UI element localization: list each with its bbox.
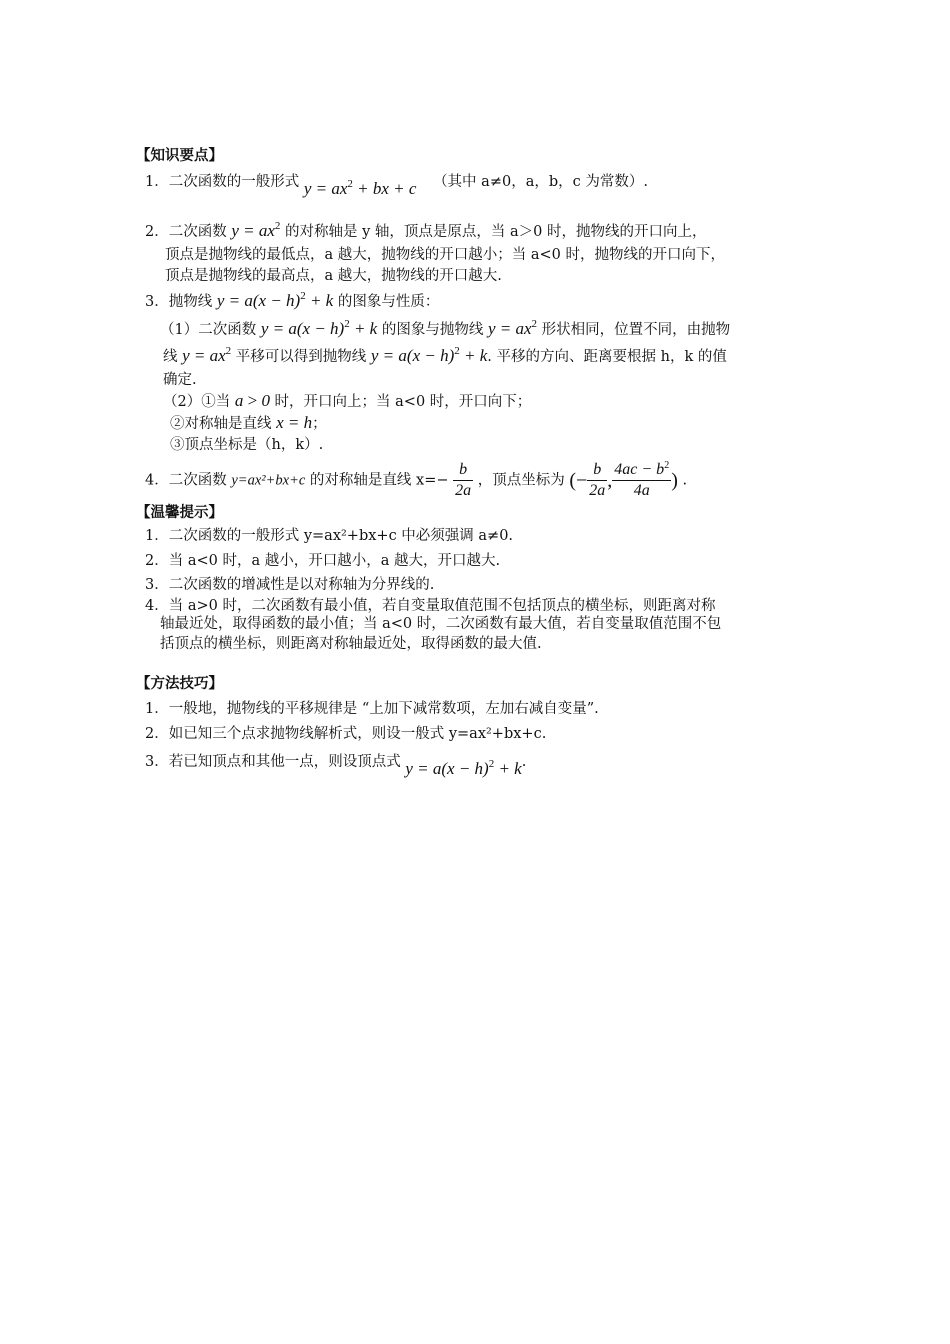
item-3-vertex: ③顶点坐标是（h，k）. xyxy=(170,437,324,453)
vertex-form-formula: $y = a(x - h)^2 + k$ xyxy=(260,318,378,338)
vertex-form-formula: $y = a(x - h)^2 + k$ xyxy=(405,758,522,778)
item-1-prefix: 1．二次函数的一般形式 xyxy=(145,174,300,190)
item-4-text-c: 的对称轴是直线 x=− xyxy=(305,472,449,489)
knowledge-item-2-line-2: 顶点是抛物线的最低点，a 越大，抛物线的开口越小；当 a<0 时，抛物线的开口向下， xyxy=(165,247,725,263)
item-1-suffix: （其中 a≠0，a，b，c 为常数）. xyxy=(433,174,648,190)
item-4-text-e: . xyxy=(682,472,688,489)
item-3-axis xyxy=(170,412,327,435)
methods-item-3-suffix: . xyxy=(521,754,527,770)
tips-item-4-line-2: 轴最近处，取得函数的最小值；当 a<0 时，二次函数有最大值，若自变量取值范围不包 xyxy=(160,616,722,632)
p2-text-a: （2）①当 xyxy=(163,394,235,410)
item-4-text-a: 4．二次函数 xyxy=(145,472,232,489)
item-3-p2 xyxy=(163,390,531,413)
knowledge-heading: 【知识要点】 xyxy=(136,148,223,164)
tips-item-1: 1．二次函数的一般形式 y=ax²+bx+c 中必须强调 a≠0. xyxy=(145,528,514,544)
simple-parabola-formula: $y = ax^2$ xyxy=(231,220,281,240)
vertex-form-formula: $y = a(x - h)^2 + k$ xyxy=(370,345,488,365)
knowledge-item-4: 4．二次函数 y=ax²+bx+c 的对称轴是直线 x=− $\frac{b}{2a}$ ，顶点坐标为 (− $\frac{b}{2a}$ , $\frac{4ac - b^2}{4a}$ ) . xyxy=(145,460,688,499)
methods-item-3 xyxy=(145,750,527,778)
p1-line2-b: 平移可以得到抛物线 xyxy=(231,349,371,365)
tips-item-3: 3．二次函数的增减性是以对称轴为分界线的. xyxy=(145,577,435,593)
axis-formula: x = h xyxy=(276,413,313,432)
item-3-title-a: 3．抛物线 xyxy=(145,294,217,310)
methods-heading: 【方法技巧】 xyxy=(136,676,223,692)
item-3-p1-line-3: 确定. xyxy=(163,372,197,388)
p1-line2-a: 线 xyxy=(163,349,183,365)
vertex-form-formula: $y = a(x - h)^2 + k$ xyxy=(216,290,334,310)
simple-parabola-formula: $y = ax^2$ xyxy=(487,318,538,338)
knowledge-item-2-line-1 xyxy=(145,220,707,243)
tips-heading: 【温馨提示】 xyxy=(136,505,223,521)
p2-text-b: 时，开口向上；当 a<0 时，开口向下； xyxy=(269,394,532,410)
tips-item-2: 2．当 a<0 时，a 越小，开口越小，a 越大，开口越大. xyxy=(145,553,501,569)
tips-item-4-line-1: 4．当 a>0 时，二次函数有最小值，若自变量取值范围不包括顶点的横坐标，则距离对称 xyxy=(145,598,716,614)
item-4-formula: y=ax²+bx+c xyxy=(231,472,306,489)
vertex-x-fraction: $\frac{b}{2a}$ xyxy=(589,461,606,499)
knowledge-item-1 xyxy=(145,170,648,198)
knowledge-item-2-line-3: 顶点是抛物线的最高点，a 越大，抛物线的开口越大. xyxy=(165,268,502,284)
vertex-y-fraction: $\frac{4ac - b^2}{4a}$ xyxy=(614,460,670,499)
methods-item-1: 1．一般地，抛物线的平移规律是 “上加下减常数项，左加右减自变量”. xyxy=(145,701,599,717)
axis-fraction: $\frac{b}{2a}$ xyxy=(455,461,472,499)
item-2-text-a: 2．二次函数 xyxy=(145,224,232,240)
tips-item-4-line-3: 括顶点的横坐标，则距离对称轴最近处，取得函数的最大值. xyxy=(160,636,542,652)
p1-text-a: （1）二次函数 xyxy=(160,322,261,338)
a-positive-condition: a > 0 xyxy=(234,391,270,410)
p1-text-b: 的图象与抛物线 xyxy=(377,322,488,338)
axis-text-a: ②对称轴是直线 xyxy=(170,416,277,432)
p1-line2-c: . 平移的方向、距离要根据 h，k 的值 xyxy=(487,349,727,365)
vertex-coordinate: (− xyxy=(569,469,588,492)
item-3-title-b: 的图象与性质： xyxy=(333,294,440,310)
general-form-formula: $y = ax^2$ + bx + c xyxy=(303,178,417,198)
item-3-p1-line-1 xyxy=(160,318,730,341)
p1-text-c: 形状相同，位置不同，由抛物 xyxy=(537,322,731,338)
simple-parabola-formula: $y = ax^2$ xyxy=(182,345,232,365)
item-3-p1-line-2 xyxy=(163,345,727,368)
item-4-text-d: ，顶点坐标为 xyxy=(477,472,565,489)
item-2-text-b: 的对称轴是 y 轴，顶点是原点，当 a＞0 时，抛物线的开口向上， xyxy=(280,224,707,240)
methods-item-2: 2．如已知三个点求抛物线解析式，则设一般式 y=ax²+bx+c. xyxy=(145,726,547,742)
axis-text-b: ； xyxy=(312,416,327,432)
knowledge-item-3-title xyxy=(145,290,439,313)
methods-item-3-text: 3．若已知顶点和其他一点，则设顶点式 xyxy=(145,754,401,770)
